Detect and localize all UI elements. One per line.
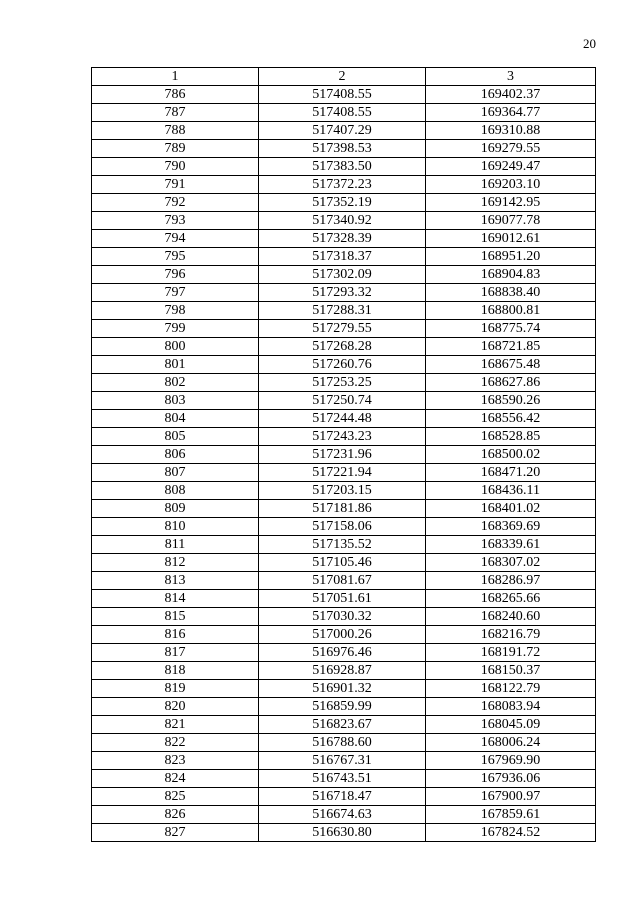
y-coordinate-cell: 168240.60 bbox=[426, 608, 596, 626]
table-row bbox=[92, 410, 596, 428]
point-number-cell: 825 bbox=[92, 788, 259, 806]
point-number-cell: 793 bbox=[92, 212, 259, 230]
point-number-cell: 789 bbox=[92, 140, 259, 158]
point-number-cell: 824 bbox=[92, 770, 259, 788]
y-coordinate-cell: 169142.95 bbox=[426, 194, 596, 212]
x-coordinate-cell: 516976.46 bbox=[259, 644, 426, 662]
table-body bbox=[92, 86, 596, 842]
y-coordinate-cell: 167859.61 bbox=[426, 806, 596, 824]
y-coordinate-cell: 168471.20 bbox=[426, 464, 596, 482]
point-number-cell: 800 bbox=[92, 338, 259, 356]
x-coordinate-cell: 517318.37 bbox=[259, 248, 426, 266]
table-row bbox=[92, 788, 596, 806]
y-coordinate-cell: 168265.66 bbox=[426, 590, 596, 608]
point-number-cell: 826 bbox=[92, 806, 259, 824]
x-coordinate-cell: 517051.61 bbox=[259, 590, 426, 608]
x-coordinate-cell: 517293.32 bbox=[259, 284, 426, 302]
x-coordinate-cell: 517158.06 bbox=[259, 518, 426, 536]
point-number-cell: 805 bbox=[92, 428, 259, 446]
point-number-cell: 810 bbox=[92, 518, 259, 536]
y-coordinate-cell: 169249.47 bbox=[426, 158, 596, 176]
y-coordinate-cell: 168590.26 bbox=[426, 392, 596, 410]
point-number-cell: 823 bbox=[92, 752, 259, 770]
point-number-cell: 804 bbox=[92, 410, 259, 428]
y-coordinate-cell: 169012.61 bbox=[426, 230, 596, 248]
point-number-cell: 806 bbox=[92, 446, 259, 464]
y-coordinate-cell: 168339.61 bbox=[426, 536, 596, 554]
x-coordinate-cell: 517302.09 bbox=[259, 266, 426, 284]
point-number-cell: 814 bbox=[92, 590, 259, 608]
table-row bbox=[92, 266, 596, 284]
point-number-cell: 818 bbox=[92, 662, 259, 680]
table-row bbox=[92, 158, 596, 176]
table-row bbox=[92, 230, 596, 248]
x-coordinate-cell: 517260.76 bbox=[259, 356, 426, 374]
table-row bbox=[92, 554, 596, 572]
table-row bbox=[92, 482, 596, 500]
point-number-cell: 786 bbox=[92, 86, 259, 104]
x-coordinate-cell: 516630.80 bbox=[259, 824, 426, 842]
x-coordinate-cell: 516859.99 bbox=[259, 698, 426, 716]
x-coordinate-cell: 517243.23 bbox=[259, 428, 426, 446]
y-coordinate-cell: 169203.10 bbox=[426, 176, 596, 194]
x-coordinate-cell: 517250.74 bbox=[259, 392, 426, 410]
y-coordinate-cell: 168045.09 bbox=[426, 716, 596, 734]
y-coordinate-cell: 168436.11 bbox=[426, 482, 596, 500]
y-coordinate-cell: 168006.24 bbox=[426, 734, 596, 752]
point-number-cell: 827 bbox=[92, 824, 259, 842]
x-coordinate-cell: 517081.67 bbox=[259, 572, 426, 590]
point-number-cell: 822 bbox=[92, 734, 259, 752]
x-coordinate-cell: 516674.63 bbox=[259, 806, 426, 824]
table-row bbox=[92, 248, 596, 266]
x-coordinate-cell: 517407.29 bbox=[259, 122, 426, 140]
table-row bbox=[92, 590, 596, 608]
y-coordinate-cell: 168286.97 bbox=[426, 572, 596, 590]
x-coordinate-cell: 516788.60 bbox=[259, 734, 426, 752]
table-row bbox=[92, 824, 596, 842]
y-coordinate-cell: 168500.02 bbox=[426, 446, 596, 464]
y-coordinate-cell: 168528.85 bbox=[426, 428, 596, 446]
x-coordinate-cell: 517279.55 bbox=[259, 320, 426, 338]
point-number-cell: 799 bbox=[92, 320, 259, 338]
table-row bbox=[92, 572, 596, 590]
table-row bbox=[92, 680, 596, 698]
point-number-cell: 808 bbox=[92, 482, 259, 500]
table-row bbox=[92, 140, 596, 158]
x-coordinate-cell: 517408.55 bbox=[259, 104, 426, 122]
point-number-cell: 809 bbox=[92, 500, 259, 518]
x-coordinate-cell: 517383.50 bbox=[259, 158, 426, 176]
point-number-cell: 820 bbox=[92, 698, 259, 716]
point-number-cell: 787 bbox=[92, 104, 259, 122]
y-coordinate-cell: 168904.83 bbox=[426, 266, 596, 284]
table-row bbox=[92, 770, 596, 788]
x-coordinate-cell: 517398.53 bbox=[259, 140, 426, 158]
x-coordinate-cell: 517352.19 bbox=[259, 194, 426, 212]
table-row bbox=[92, 86, 596, 104]
x-coordinate-cell: 517372.23 bbox=[259, 176, 426, 194]
y-coordinate-cell: 169310.88 bbox=[426, 122, 596, 140]
table-header bbox=[92, 68, 596, 86]
table-row bbox=[92, 104, 596, 122]
point-number-cell: 812 bbox=[92, 554, 259, 572]
point-number-cell: 802 bbox=[92, 374, 259, 392]
header-col-3: 3 bbox=[426, 68, 596, 86]
table-row bbox=[92, 464, 596, 482]
point-number-cell: 807 bbox=[92, 464, 259, 482]
x-coordinate-cell: 517253.25 bbox=[259, 374, 426, 392]
table-row bbox=[92, 320, 596, 338]
table-row bbox=[92, 716, 596, 734]
point-number-cell: 801 bbox=[92, 356, 259, 374]
y-coordinate-cell: 168191.72 bbox=[426, 644, 596, 662]
header-col-1: 1 bbox=[92, 68, 259, 86]
table-row bbox=[92, 302, 596, 320]
y-coordinate-cell: 168951.20 bbox=[426, 248, 596, 266]
table-row bbox=[92, 644, 596, 662]
x-coordinate-cell: 516928.87 bbox=[259, 662, 426, 680]
table-row bbox=[92, 536, 596, 554]
table-row bbox=[92, 338, 596, 356]
x-coordinate-cell: 517221.94 bbox=[259, 464, 426, 482]
page-number: 20 bbox=[583, 36, 596, 51]
x-coordinate-cell: 516823.67 bbox=[259, 716, 426, 734]
y-coordinate-cell: 169077.78 bbox=[426, 212, 596, 230]
table-row bbox=[92, 500, 596, 518]
x-coordinate-cell: 516767.31 bbox=[259, 752, 426, 770]
y-coordinate-cell: 168556.42 bbox=[426, 410, 596, 428]
y-coordinate-cell: 168401.02 bbox=[426, 500, 596, 518]
x-coordinate-cell: 517135.52 bbox=[259, 536, 426, 554]
x-coordinate-cell: 517203.15 bbox=[259, 482, 426, 500]
y-coordinate-cell: 168216.79 bbox=[426, 626, 596, 644]
y-coordinate-cell: 167900.97 bbox=[426, 788, 596, 806]
x-coordinate-cell: 517244.48 bbox=[259, 410, 426, 428]
y-coordinate-cell: 168083.94 bbox=[426, 698, 596, 716]
x-coordinate-cell: 516901.32 bbox=[259, 680, 426, 698]
y-coordinate-cell: 169279.55 bbox=[426, 140, 596, 158]
y-coordinate-cell: 168369.69 bbox=[426, 518, 596, 536]
x-coordinate-cell: 517105.46 bbox=[259, 554, 426, 572]
header-row bbox=[92, 68, 596, 86]
x-coordinate-cell: 517181.86 bbox=[259, 500, 426, 518]
table-row bbox=[92, 356, 596, 374]
point-number-cell: 794 bbox=[92, 230, 259, 248]
x-coordinate-cell: 516743.51 bbox=[259, 770, 426, 788]
header-col-2: 2 bbox=[259, 68, 426, 86]
point-number-cell: 819 bbox=[92, 680, 259, 698]
x-coordinate-cell: 517268.28 bbox=[259, 338, 426, 356]
point-number-cell: 816 bbox=[92, 626, 259, 644]
x-coordinate-cell: 517408.55 bbox=[259, 86, 426, 104]
table-row bbox=[92, 608, 596, 626]
x-coordinate-cell: 517288.31 bbox=[259, 302, 426, 320]
y-coordinate-cell: 167936.06 bbox=[426, 770, 596, 788]
point-number-cell: 790 bbox=[92, 158, 259, 176]
y-coordinate-cell: 168675.48 bbox=[426, 356, 596, 374]
table-row bbox=[92, 176, 596, 194]
coordinates-table bbox=[91, 67, 596, 842]
y-coordinate-cell: 167824.52 bbox=[426, 824, 596, 842]
table-row bbox=[92, 194, 596, 212]
table-row bbox=[92, 662, 596, 680]
table-row bbox=[92, 734, 596, 752]
y-coordinate-cell: 168838.40 bbox=[426, 284, 596, 302]
y-coordinate-cell: 168721.85 bbox=[426, 338, 596, 356]
x-coordinate-cell: 517328.39 bbox=[259, 230, 426, 248]
y-coordinate-cell: 168800.81 bbox=[426, 302, 596, 320]
point-number-cell: 798 bbox=[92, 302, 259, 320]
point-number-cell: 811 bbox=[92, 536, 259, 554]
point-number-cell: 821 bbox=[92, 716, 259, 734]
x-coordinate-cell: 516718.47 bbox=[259, 788, 426, 806]
y-coordinate-cell: 169402.37 bbox=[426, 86, 596, 104]
table-row bbox=[92, 806, 596, 824]
point-number-cell: 803 bbox=[92, 392, 259, 410]
table-row bbox=[92, 284, 596, 302]
table-row bbox=[92, 122, 596, 140]
y-coordinate-cell: 168307.02 bbox=[426, 554, 596, 572]
y-coordinate-cell: 167969.90 bbox=[426, 752, 596, 770]
y-coordinate-cell: 169364.77 bbox=[426, 104, 596, 122]
table-row bbox=[92, 446, 596, 464]
point-number-cell: 815 bbox=[92, 608, 259, 626]
point-number-cell: 792 bbox=[92, 194, 259, 212]
table-row bbox=[92, 698, 596, 716]
y-coordinate-cell: 168122.79 bbox=[426, 680, 596, 698]
point-number-cell: 788 bbox=[92, 122, 259, 140]
x-coordinate-cell: 517231.96 bbox=[259, 446, 426, 464]
x-coordinate-cell: 517000.26 bbox=[259, 626, 426, 644]
y-coordinate-cell: 168627.86 bbox=[426, 374, 596, 392]
point-number-cell: 791 bbox=[92, 176, 259, 194]
point-number-cell: 817 bbox=[92, 644, 259, 662]
table-row bbox=[92, 392, 596, 410]
x-coordinate-cell: 517340.92 bbox=[259, 212, 426, 230]
table-row bbox=[92, 374, 596, 392]
table-row bbox=[92, 752, 596, 770]
table-row bbox=[92, 428, 596, 446]
point-number-cell: 813 bbox=[92, 572, 259, 590]
point-number-cell: 797 bbox=[92, 284, 259, 302]
point-number-cell: 795 bbox=[92, 248, 259, 266]
table-row bbox=[92, 626, 596, 644]
table-row bbox=[92, 518, 596, 536]
y-coordinate-cell: 168150.37 bbox=[426, 662, 596, 680]
point-number-cell: 796 bbox=[92, 266, 259, 284]
y-coordinate-cell: 168775.74 bbox=[426, 320, 596, 338]
x-coordinate-cell: 517030.32 bbox=[259, 608, 426, 626]
table-row bbox=[92, 212, 596, 230]
